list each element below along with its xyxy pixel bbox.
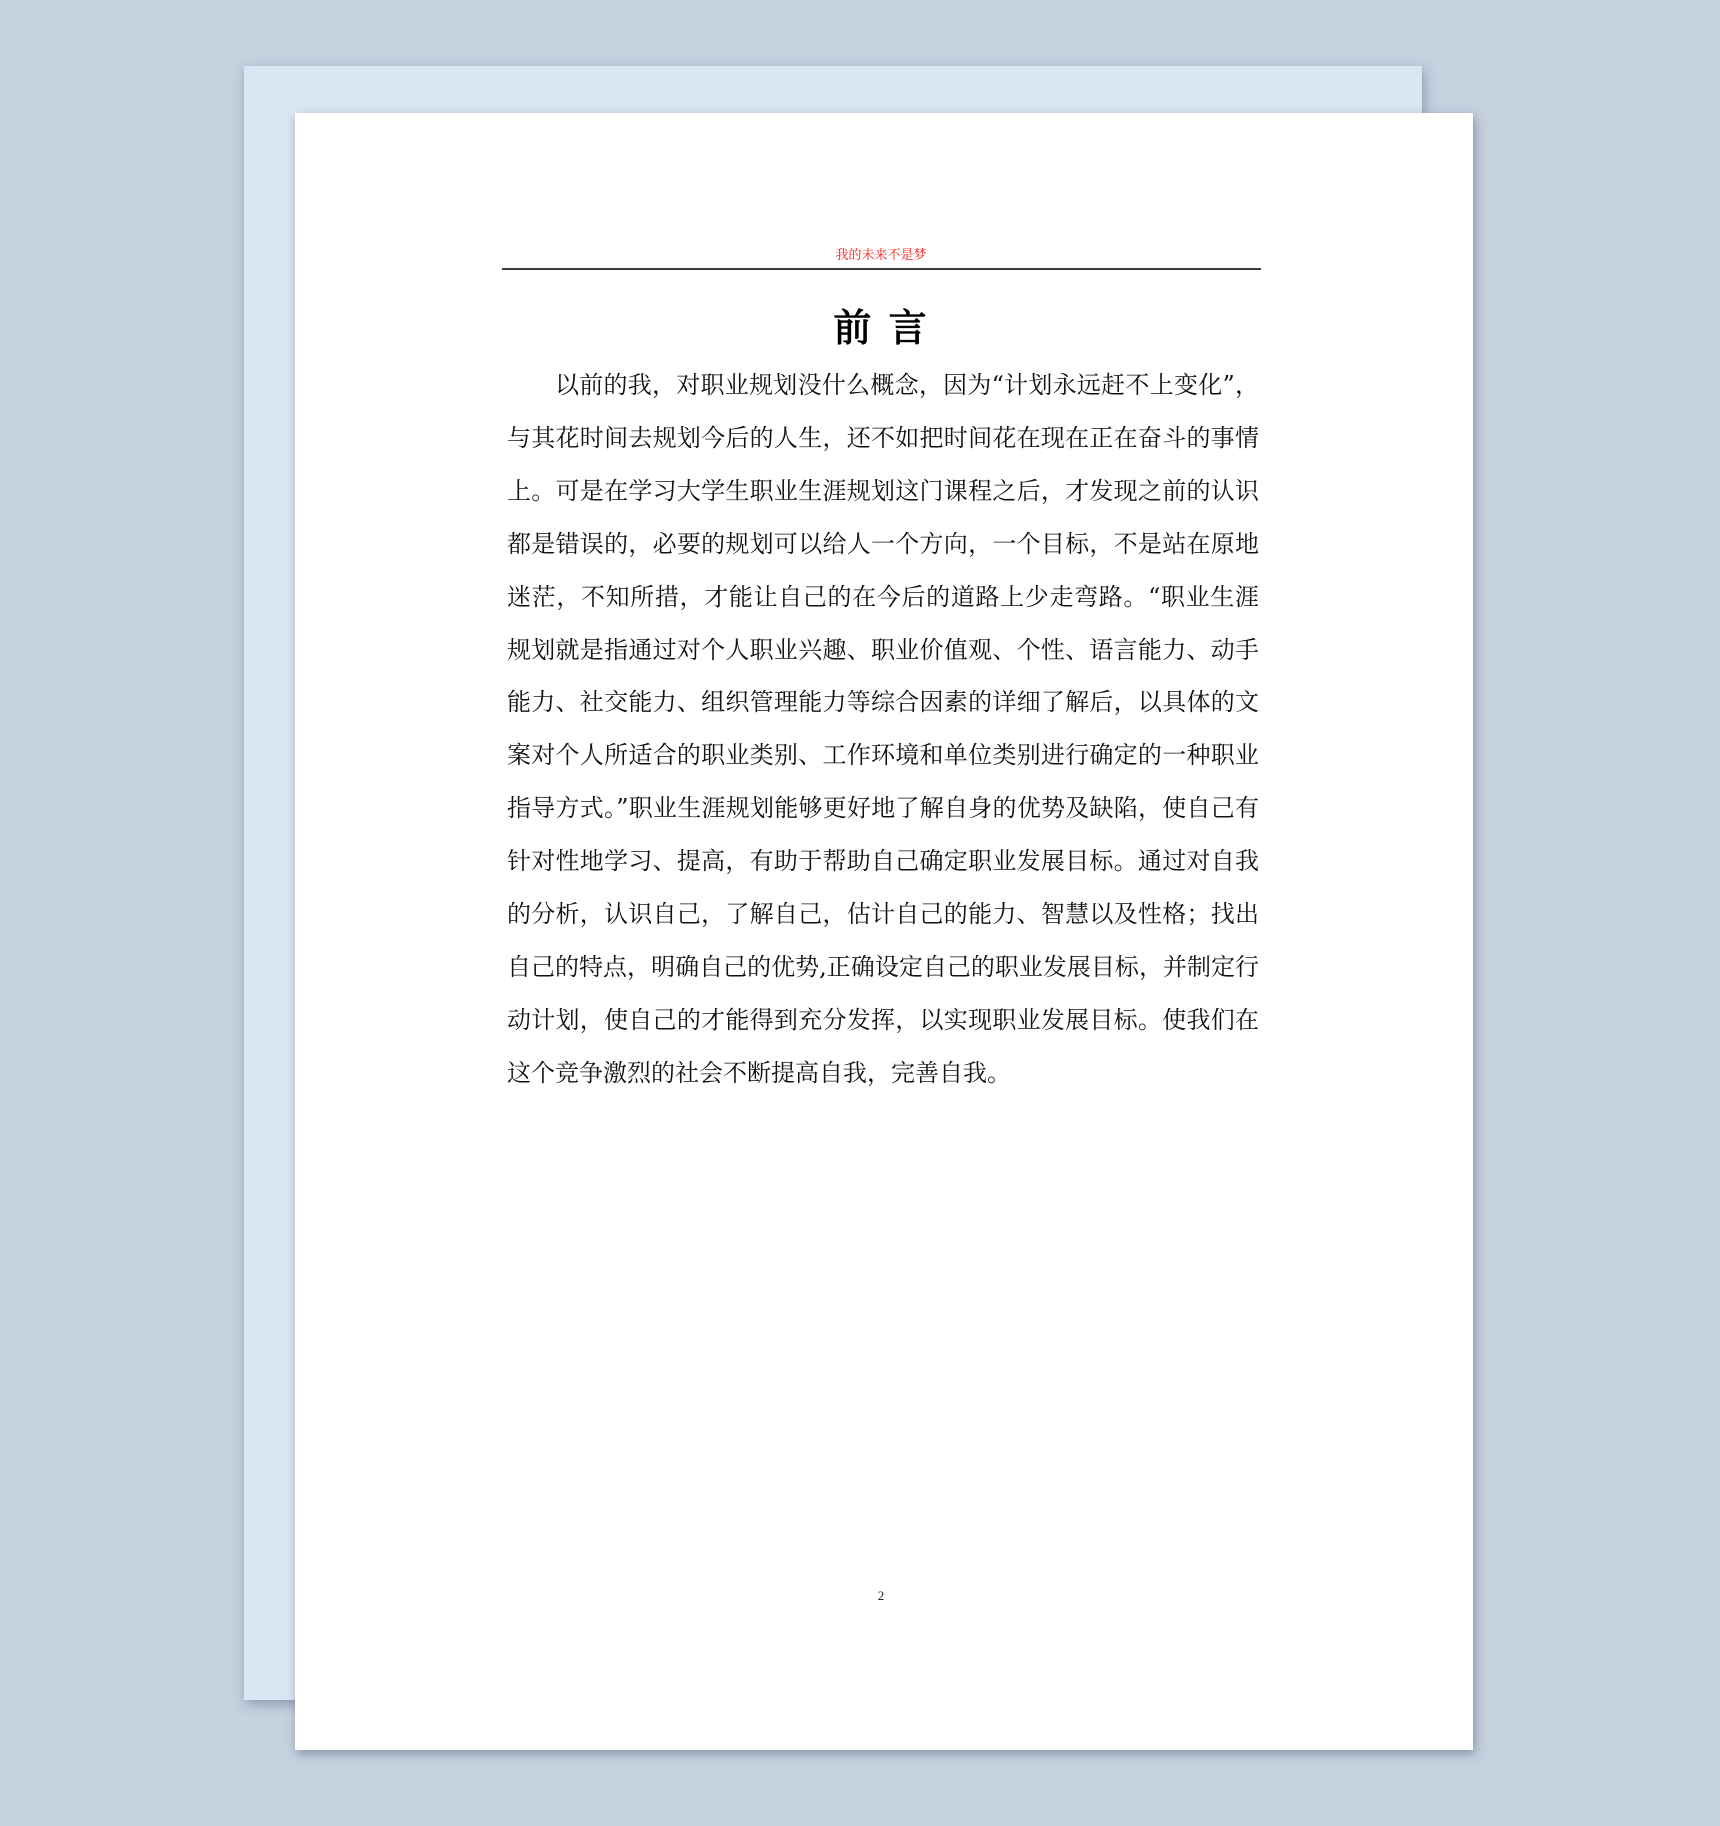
header-divider — [502, 268, 1261, 270]
page-header-text: 我的未来不是梦 — [835, 248, 927, 263]
body-paragraph: 以前的我，对职业规划没什么概念，因为“计划永远赶不上变化”，与其花时间去规划今后的人生，还不如把时间花在现在正在奋斗的事情上。可是在学习大学生职业生涯规划这门课程之后，才发现之前的认识都是错误的，必要的规划可以给人一个方向，一个目标，不是站在原地迷茫，不知所措，才能让自己的在今后的道路上少走弯路。“职业生涯规划就是指通过对个人职业兴趣、职业价值观、个性、语言能力、动手能力、社交能力、组织管理能力等综合因素的详细了解后，以具体的文案对个人所适合的职业类别、工作环境和单位类别进行确定的一种职业指导方式。”职业生涯规划能够更好地了解自身的优势及缺陷，使自己有针对性地学习、提高，有助于帮助自己确定职业发展目标。通过对自我的分析，认识自己，了解自己，估计自己的能力、智慧以及性格；找出自己的特点，明确自己的优势,正确设定自己的职业发展目标，并制定行动计划，使自己的才能得到充分发挥，以实现职业发展目标。使我们在这个竞争激烈的社会不断提高自我，完善自我。 — [507, 371, 1259, 1087]
document-page — [295, 113, 1473, 1750]
page-number: 2 — [877, 1588, 885, 1603]
page-title: 前 言 — [833, 305, 929, 350]
